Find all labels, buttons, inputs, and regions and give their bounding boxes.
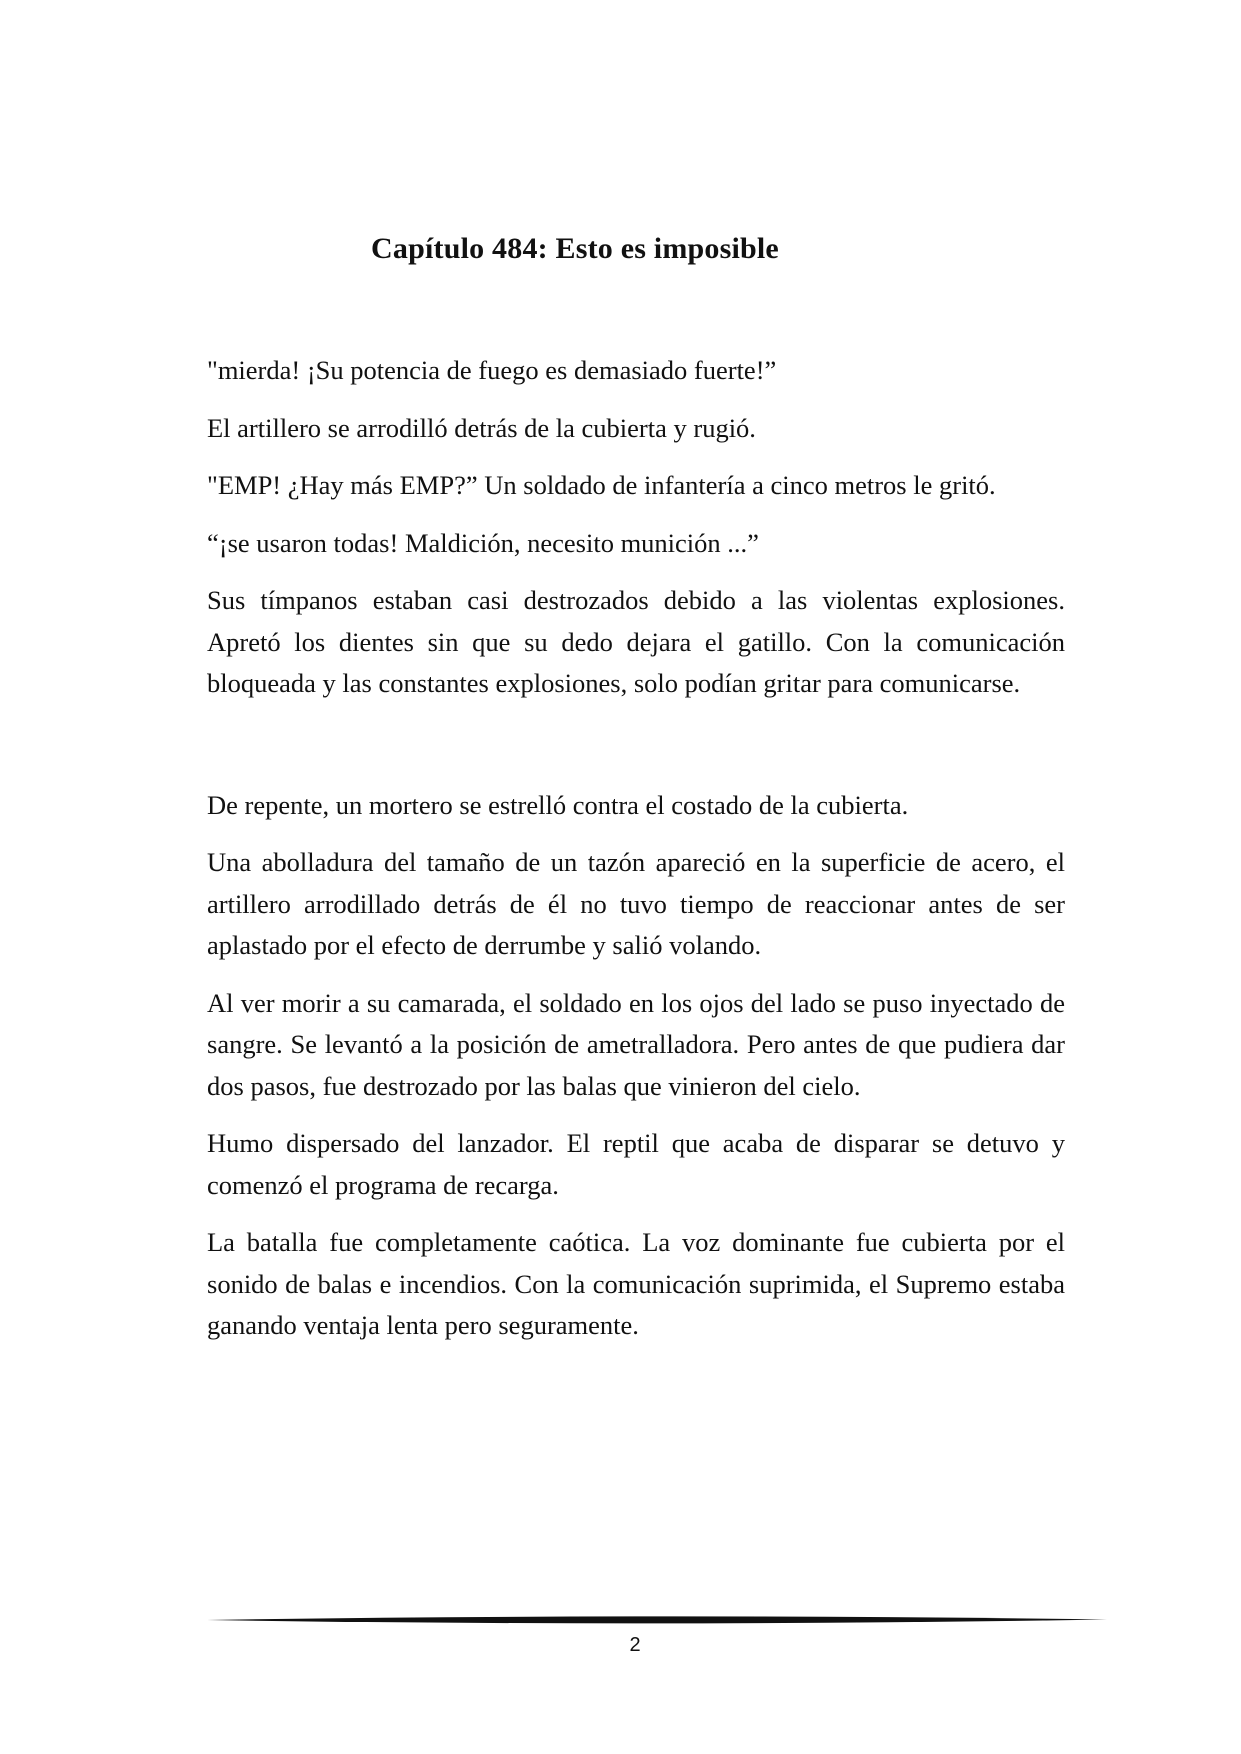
paragraph: De repente, un mortero se estrelló contra el costado de la cubierta. — [207, 789, 909, 820]
paragraph: Humo dispersado del lanzador. El reptil que acaba de disparar se detuvo y comenzó el programa de recarga. — [207, 1128, 1065, 1200]
paragraph: "mierda! ¡Su potencia de fuego es demasiado fuerte!” — [207, 355, 777, 385]
paragraph: Sus tímpanos estaban casi destrozados debido a las violentas explosiones. Apretó los dientes sin que su dedo dejara el gatillo. Con la comunicación bloqueada y las constantes explosiones, solo podían gritar para comunicarse. — [207, 585, 1065, 698]
footer-rule — [207, 1614, 1107, 1626]
body-text — [207, 350, 1065, 1363]
page-number: 2 — [629, 1634, 641, 1656]
paragraph: El artillero se arrodilló detrás de la cubierta y rugió. — [207, 412, 756, 443]
paragraph: “¡se usaron todas! Maldición, necesito munición ...” — [207, 527, 759, 558]
paragraph: Al ver morir a su camarada, el soldado en los ojos del lado se puso inyectado de sangre. Se levantó a la posición de ametralladora. Pero antes de que pudiera dar dos pasos, fue destrozado por las balas que vinieron del cielo. — [207, 987, 1065, 1101]
paragraph: La batalla fue completamente caótica. La voz dominante fue cubierta por el sonido de balas e incendios. Con la comunicación suprimida, el Supremo estaba ganando ventaja lenta pero seguramente. — [207, 1227, 1065, 1340]
paragraph: "EMP! ¿Hay más EMP?” Un soldado de infantería a cinco metros le gritó. — [207, 470, 996, 500]
paragraph: Una abolladura del tamaño de un tazón apareció en la superficie de acero, el artillero arrodillado detrás de él no tuvo tiempo de reaccionar antes de ser aplastado por el efecto de derrumbe y salió volando. — [207, 847, 1065, 960]
chapter-title: Capítulo 484: Esto es imposible — [371, 232, 779, 265]
